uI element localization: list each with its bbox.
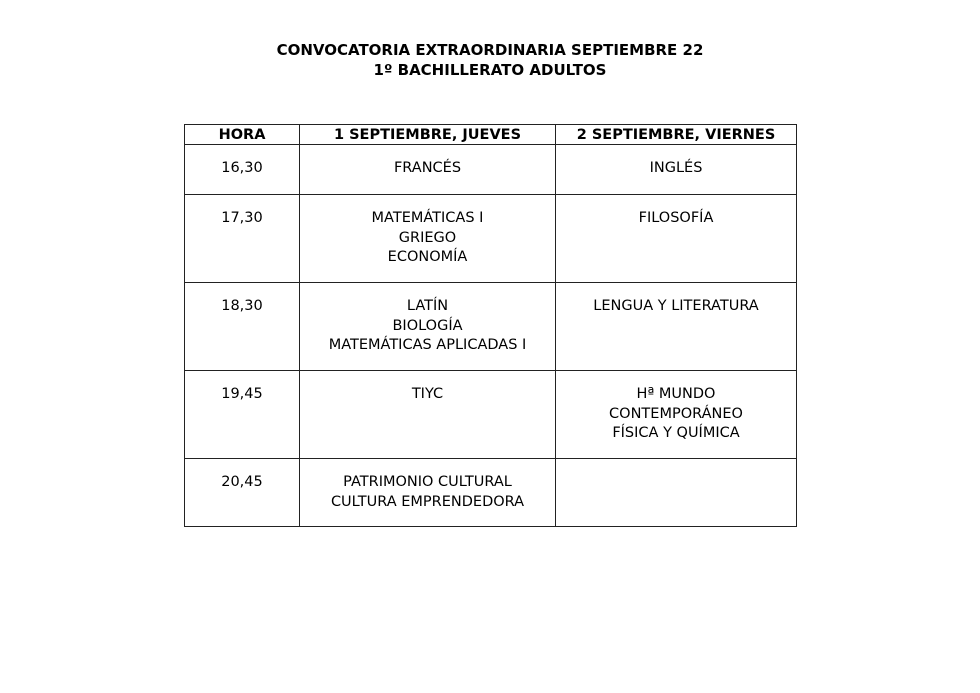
subject: PATRIMONIO CULTURAL (343, 474, 512, 490)
subject: MATEMÁTICAS I (371, 210, 484, 226)
day1-cell (300, 195, 556, 283)
table-header-row (185, 125, 797, 145)
table-row (185, 459, 797, 527)
day2-cell (556, 283, 797, 371)
subject: FILOSOFÍA (638, 210, 714, 226)
subject: FRANCÉS (393, 160, 462, 176)
header-hora: HORA (185, 125, 300, 145)
subject: Hª MUNDO (636, 386, 716, 402)
day1-cell (300, 283, 556, 371)
document-subtitle: 1º BACHILLERATO ADULTOS (373, 61, 607, 79)
day1-cell (300, 145, 556, 195)
subject: CONTEMPORÁNEO (609, 405, 743, 422)
subject: LENGUA Y LITERATURA (593, 298, 759, 314)
day1-cell (300, 371, 556, 459)
subject: ECONOMÍA (387, 249, 468, 265)
exam-schedule-table (184, 124, 797, 527)
hora-cell: 16,30 (185, 145, 300, 195)
hora-cell: 19,45 (185, 371, 300, 459)
header-day2: 2 SEPTIEMBRE, VIERNES (556, 125, 797, 145)
subject: FÍSICA Y QUÍMICA (612, 425, 740, 441)
table-row (185, 283, 797, 371)
subject: LATÍN (406, 298, 449, 314)
subject: CULTURA EMPRENDEDORA (330, 493, 525, 510)
day2-cell (556, 459, 797, 527)
table-row (185, 371, 797, 459)
table-row (185, 195, 797, 283)
table-row (185, 145, 797, 195)
hora-cell: 20,45 (185, 459, 300, 527)
hora-cell: 17,30 (185, 195, 300, 283)
subject: MATEMÁTICAS APLICADAS I (328, 337, 527, 353)
day2-cell (556, 195, 797, 283)
day2-cell (556, 145, 797, 195)
day1-cell (300, 459, 556, 527)
day2-cell (556, 371, 797, 459)
header-day1: 1 SEPTIEMBRE, JUEVES (300, 125, 556, 145)
subject: GRIEGO (398, 229, 457, 246)
subject: INGLÉS (649, 160, 703, 176)
hora-cell: 18,30 (185, 283, 300, 371)
subject: BIOLOGÍA (392, 317, 463, 334)
subject: TIYC (411, 386, 444, 402)
document-title: CONVOCATORIA EXTRAORDINARIA SEPTIEMBRE 22 (276, 41, 704, 59)
